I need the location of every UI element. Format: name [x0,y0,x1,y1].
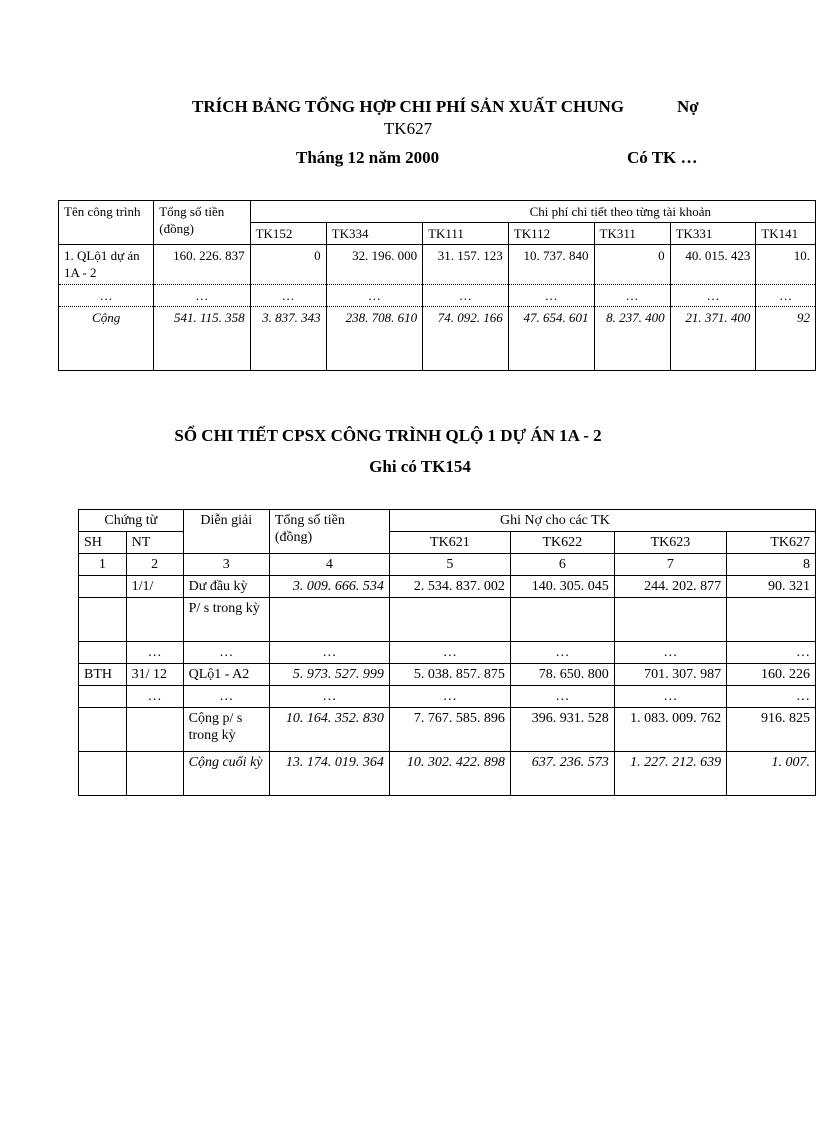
table-row [79,686,816,708]
row-value: … [670,285,756,307]
row-value: 40. 015. 423 [670,245,756,285]
row-name: Cộng [59,307,154,371]
row-desc: P/ s trong kỳ [183,598,269,642]
row-value: … [510,686,614,708]
row-total: 541. 115. 358 [154,307,250,371]
row-value: 244. 202. 877 [614,576,726,598]
account-header: TK331 [670,223,756,245]
row-value: 47. 654. 601 [508,307,594,371]
account-header: TK152 [250,223,326,245]
row-sh [79,576,127,598]
column-number: 7 [614,554,726,576]
row-sh: BTH [79,664,127,686]
row-value: 160. 226 [727,664,816,686]
row-value [510,598,614,642]
row-total: 160. 226. 837 [154,245,250,285]
row-sh [79,642,127,664]
debit-label: Nợ [677,97,699,116]
account-header: TK311 [594,223,670,245]
account-header: TK111 [423,223,509,245]
table-row [59,285,816,307]
row-value: 74. 092. 166 [423,307,509,371]
col-header-desc: Diễn giải [183,510,269,554]
detail-table [78,509,816,796]
col-header-total: Tổng số tiền (đồng) [269,510,389,554]
row-value: 1. 227. 212. 639 [614,752,726,796]
row-value: … [389,686,510,708]
row-value: … [594,285,670,307]
row-value: … [250,285,326,307]
row-value: 7. 767. 585. 896 [389,708,510,752]
column-number: 4 [269,554,389,576]
row-value: 21. 371. 400 [670,307,756,371]
row-nt [126,752,183,796]
row-desc: … [183,642,269,664]
row-value: 1. 007. [727,752,816,796]
table-row [79,576,816,598]
row-value: … [727,642,816,664]
row-value: 10. [756,245,816,285]
row-desc: QLộ1 - A2 [183,664,269,686]
row-total: 10. 164. 352. 830 [269,708,389,752]
row-desc: Cộng p/ s trong kỳ [183,708,269,752]
column-number: 8 [727,554,816,576]
row-value: 31. 157. 123 [423,245,509,285]
table-row-total [79,752,816,796]
row-total: 13. 174. 019. 364 [269,752,389,796]
row-value: 637. 236. 573 [510,752,614,796]
row-value: 701. 307. 987 [614,664,726,686]
table-row [59,245,816,285]
col-header-detail: Chi phí chi tiết theo từng tài khoản [250,201,815,223]
table-row-total [59,307,816,371]
col-header-total: Tổng số tiền (đồng) [154,201,250,245]
account-header: TK623 [614,532,726,554]
section2-title: SỔ CHI TIẾT CPSX CÔNG TRÌNH QLỘ 1 DỰ ÁN 1A - 2 [174,426,602,445]
row-nt [126,598,183,642]
row-nt: … [126,686,183,708]
row-desc: Dư đầu kỳ [183,576,269,598]
account-header: TK622 [510,532,614,554]
column-number: 3 [183,554,269,576]
row-total: … [154,285,250,307]
row-value: … [614,642,726,664]
account-header: TK621 [389,532,510,554]
row-nt: … [126,642,183,664]
row-nt: 1/1/ [126,576,183,598]
row-value: 10. 302. 422. 898 [389,752,510,796]
row-value: 3. 837. 343 [250,307,326,371]
row-value: … [614,686,726,708]
table-row [79,664,816,686]
table-row [79,598,816,642]
row-value: … [727,686,816,708]
row-value: … [756,285,816,307]
account-header: TK334 [326,223,422,245]
row-value: … [510,642,614,664]
row-value: 8. 237. 400 [594,307,670,371]
col-header-nt: NT [126,532,183,554]
row-value: … [389,642,510,664]
row-total: 5. 973. 527. 999 [269,664,389,686]
row-value: … [508,285,594,307]
row-value: 916. 825 [727,708,816,752]
row-desc: … [183,686,269,708]
row-value: 0 [250,245,326,285]
row-desc: Cộng cuối kỳ [183,752,269,796]
row-value: 92 [756,307,816,371]
column-number-row [79,554,816,576]
row-value: 238. 708. 610 [326,307,422,371]
row-total [269,598,389,642]
column-number: 1 [79,554,127,576]
row-value: 396. 931. 528 [510,708,614,752]
credit-label: Có TK … [627,148,698,167]
row-value: 10. 737. 840 [508,245,594,285]
col-header-voucher: Chứng từ [79,510,184,532]
row-total: 3. 009. 666. 534 [269,576,389,598]
row-total: … [269,686,389,708]
row-value: 90. 321 [727,576,816,598]
account-header: TK141 [756,223,816,245]
row-value: 0 [594,245,670,285]
section2-subtitle: Ghi có TK154 [369,457,471,476]
row-value: 1. 083. 009. 762 [614,708,726,752]
col-header-debit: Ghi Nợ cho các TK [389,510,815,532]
table-row [79,642,816,664]
row-name: 1. QLộ1 dự án 1A - 2 [59,245,154,285]
account-header: TK627 [727,532,816,554]
table-row-subtotal [79,708,816,752]
row-nt: 31/ 12 [126,664,183,686]
row-sh [79,686,127,708]
row-value: 32. 196. 000 [326,245,422,285]
row-sh [79,598,127,642]
row-value: 140. 305. 045 [510,576,614,598]
column-number: 5 [389,554,510,576]
col-header-name: Tên công trình [59,201,154,245]
account-header: TK112 [508,223,594,245]
row-value [614,598,726,642]
row-value: 2. 534. 837. 002 [389,576,510,598]
row-value: 78. 650. 800 [510,664,614,686]
row-value: … [423,285,509,307]
report-title-line2: TK627 [383,119,433,138]
row-sh [79,708,127,752]
report-title-line1: TRÍCH BẢNG TỔNG HỢP CHI PHÍ SẢN XUẤT CHUNG [192,97,624,116]
summary-table [58,200,816,371]
report-month: Tháng 12 năm 2000 [296,148,440,167]
column-number: 2 [126,554,183,576]
row-nt [126,708,183,752]
row-value: 5. 038. 857. 875 [389,664,510,686]
column-number: 6 [510,554,614,576]
row-value [727,598,816,642]
row-value: … [326,285,422,307]
row-value [389,598,510,642]
row-name: … [59,285,154,307]
row-total: … [269,642,389,664]
col-header-sh: SH [79,532,127,554]
row-sh [79,752,127,796]
